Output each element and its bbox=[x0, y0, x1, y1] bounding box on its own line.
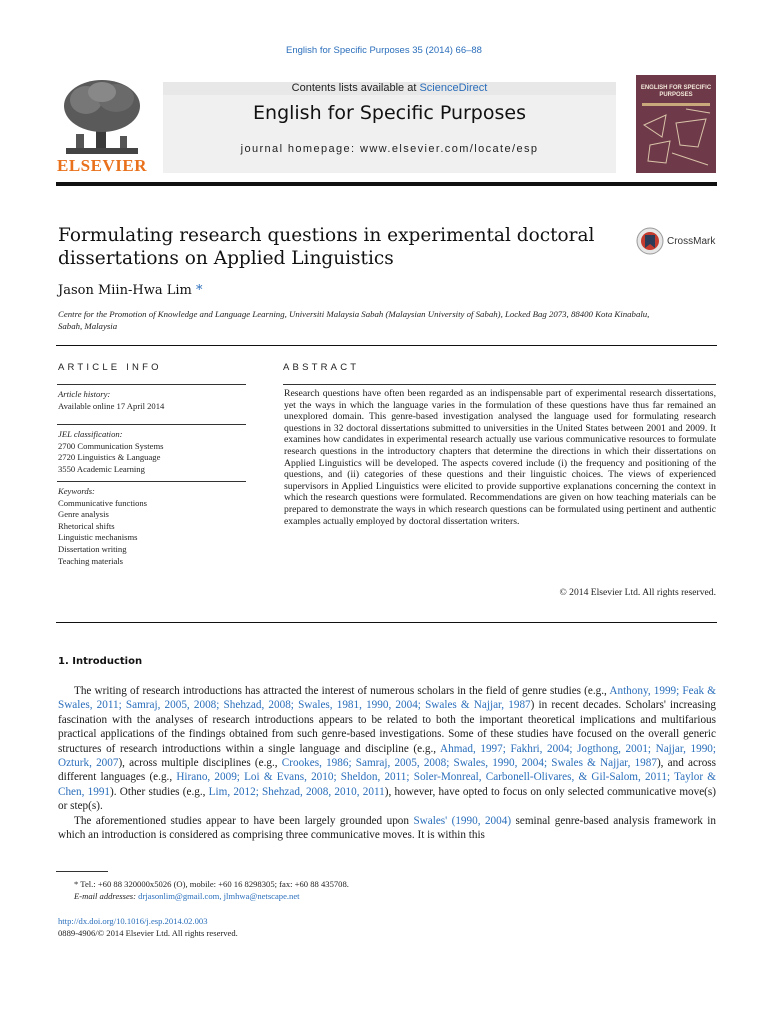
keyword-item: Communicative functions bbox=[58, 497, 148, 508]
contents-line bbox=[163, 82, 616, 95]
email-label: E-mail addresses: bbox=[74, 891, 139, 901]
contents-prefix: Contents lists available at bbox=[291, 82, 420, 94]
header-rule bbox=[56, 182, 717, 186]
section-rule bbox=[56, 622, 717, 623]
cover-title: ENGLISH FOR SPECIFIC PURPOSES bbox=[640, 85, 712, 98]
doi-block bbox=[58, 915, 238, 939]
author-footnote-marker[interactable]: * bbox=[195, 283, 203, 298]
elsevier-wordmark: ELSEVIER bbox=[57, 156, 147, 175]
email-links[interactable]: drjasonlim@gmail.com, jlmhwa@netscape.net bbox=[138, 891, 300, 901]
keyword-item: Linguistic mechanisms bbox=[58, 532, 138, 543]
keyword-item: Genre analysis bbox=[58, 509, 109, 520]
keyword-item: Teaching materials bbox=[58, 555, 124, 566]
crossmark-icon bbox=[636, 227, 664, 255]
citation-link[interactable]: Anthony, 1999; Feak & Swales, 2011; Samraj, 2005, 2008; Shehzad, 2008; Swales, 1981, 1990, 2004; Swales & Najjar, 1987 bbox=[58, 685, 716, 712]
crossmark-label: CrossMark bbox=[667, 236, 716, 247]
paragraph-text: ). Other studies (e.g., bbox=[110, 785, 209, 798]
paragraph-text: ), and across different languages (e.g., bbox=[58, 757, 716, 784]
keywords-label: Keywords: bbox=[58, 486, 95, 496]
author-name: Jason Miin-Hwa Lim bbox=[58, 283, 192, 298]
abstract-copyright: © 2014 Elsevier Ltd. All rights reserved. bbox=[559, 587, 716, 598]
jel-classification bbox=[58, 429, 164, 475]
history-value: Available online 17 April 2014 bbox=[58, 400, 165, 411]
article-info-rule bbox=[57, 481, 246, 482]
footnote-email bbox=[58, 890, 698, 902]
footnote-rule bbox=[56, 871, 108, 872]
doi-link[interactable]: http://dx.doi.org/10.1016/j.esp.2014.02.003 bbox=[58, 916, 208, 926]
paragraph-text: ), across multiple disciplines (e.g., bbox=[118, 757, 282, 770]
journal-reference[interactable]: English for Specific Purposes 35 (2014) 66–88 bbox=[286, 45, 482, 56]
elsevier-logo bbox=[56, 78, 148, 176]
sciencedirect-link[interactable]: ScienceDirect bbox=[419, 82, 488, 94]
cover-art-icon bbox=[636, 75, 716, 173]
jel-item: 2700 Communication Systems bbox=[58, 440, 164, 451]
citation-link[interactable]: Ahmad, 1997; Fakhri, 2004; Jogthong, 2001; Najjar, 1990; Ozturk, 2007 bbox=[58, 742, 717, 770]
journal-title: English for Specific Purposes bbox=[253, 102, 526, 124]
jel-label: JEL classification: bbox=[58, 429, 123, 439]
citation-link[interactable]: Lim, 2012; Shehzad, 2008, 2010, 2011 bbox=[208, 785, 385, 798]
paragraph-text: ), however, have opted to focus on only selected communicative move(s) or step(s). bbox=[58, 785, 716, 813]
article-title: Formulating research questions in experimental doctoral dissertations on Applied Linguistics bbox=[58, 225, 595, 269]
keyword-item: Dissertation writing bbox=[58, 543, 127, 554]
keywords bbox=[58, 486, 147, 567]
abstract-rule bbox=[283, 384, 716, 385]
body-paragraph bbox=[58, 814, 716, 843]
body-paragraph bbox=[58, 684, 716, 814]
jel-item: 2720 Linguistics & Language bbox=[58, 452, 161, 463]
section-heading-introduction: 1. Introduction bbox=[58, 656, 143, 667]
body-text bbox=[58, 684, 716, 842]
article-history bbox=[58, 389, 164, 412]
elsevier-tree-icon bbox=[56, 78, 148, 158]
journal-homepage[interactable]: journal homepage: www.elsevier.com/locate/esp bbox=[240, 143, 539, 155]
keyword-item: Rhetorical shifts bbox=[58, 520, 115, 531]
author-line bbox=[58, 283, 202, 298]
citation-link[interactable]: Crookes, 1986; Samraj, 2005, 2008; Swales, 1990, 2004; Swales & Najjar, 1987 bbox=[281, 757, 657, 770]
citation-link[interactable]: Hirano, 2009; Loi & Evans, 2010; Sheldon, 2011; Soler-Monreal, Carbonell-Olivares, & Gil-Salom, 2011; Taylor & Chen, 1991 bbox=[58, 771, 717, 798]
jel-item: 3550 Academic Learning bbox=[58, 463, 145, 474]
paragraph-text: The aforementioned studies appear to have been largely grounded upon bbox=[74, 814, 414, 827]
crossmark-button[interactable] bbox=[636, 227, 718, 257]
history-label: Article history: bbox=[58, 389, 111, 399]
citation-link[interactable]: Swales' (1990, 2004) bbox=[413, 814, 512, 827]
article-info-heading: ARTICLE INFO bbox=[58, 362, 162, 373]
footnote-telephone: * Tel.: +60 88 320000x5026 (O), mobile: +60 16 8298305; fax: +60 88 435708. bbox=[74, 879, 349, 889]
issn-line: 0889-4906/© 2014 Elsevier Ltd. All rights reserved. bbox=[58, 928, 238, 938]
abstract-heading: ABSTRACT bbox=[283, 362, 360, 373]
section-rule bbox=[56, 345, 717, 346]
paragraph-text: seminal genre-based analysis framework in which an introduction is considered as comprising three communicative moves. It is within this bbox=[58, 814, 716, 842]
author-affiliation: Centre for the Promotion of Knowledge and Language Learning, Universiti Malaysia Sabah (Malaysian University of Sabah), Locked Bag 2073, 88400 Kota Kinabalu, Sabah, Malaysia bbox=[58, 309, 650, 331]
paragraph-text: The writing of research introductions has attracted the interest of numerous scholars in the field of genre studies (e.g., bbox=[74, 685, 610, 697]
paragraph-text: ) in recent decades. Scholars' increasing fascination with the analyses of research introductions appears to be related to both the important theoretical implications and multifarious practical applications of the findings obtained from such genre-based investigations. Some of these studies have focused on the overall generic structures of research introductions within a single language and discipline (e.g., bbox=[58, 699, 716, 755]
journal-masthead bbox=[163, 82, 616, 173]
abstract-text: Research questions have often been regarded as an indispensable part of experimental research dissertations, yet the ways in which the language varies in the formulation of these questions have thus far remained an unexplored domain. This genre-based investigation analysed the language used for formulating research questions in 32 doctoral dissertations submitted to universities in the United States between 2001 and 2009. It examines how candidates in experimental research actually use various communicative resources to formulate research questions in the introductory chapters that determine the directions in which their dissertations on Applied Linguistics will be developed. The aspects covered include (i) the frequency and positioning of the questions, and (ii) categories of these questions and their linguistic choices. The views of experienced supervisors in Applied Linguistics were elicited to provide supportive explanations concerning the context in which the research questions were formulated. Recommendations are given on how teaching materials can be prepared to demonstrate the ways in which research questions can be formulated using pertinent and authentic examples actually employed by doctoral dissertation writers. bbox=[284, 388, 716, 527]
article-info-rule bbox=[57, 384, 246, 385]
journal-cover-image bbox=[636, 75, 716, 173]
article-info-rule bbox=[57, 424, 246, 425]
footnotes bbox=[58, 878, 698, 902]
